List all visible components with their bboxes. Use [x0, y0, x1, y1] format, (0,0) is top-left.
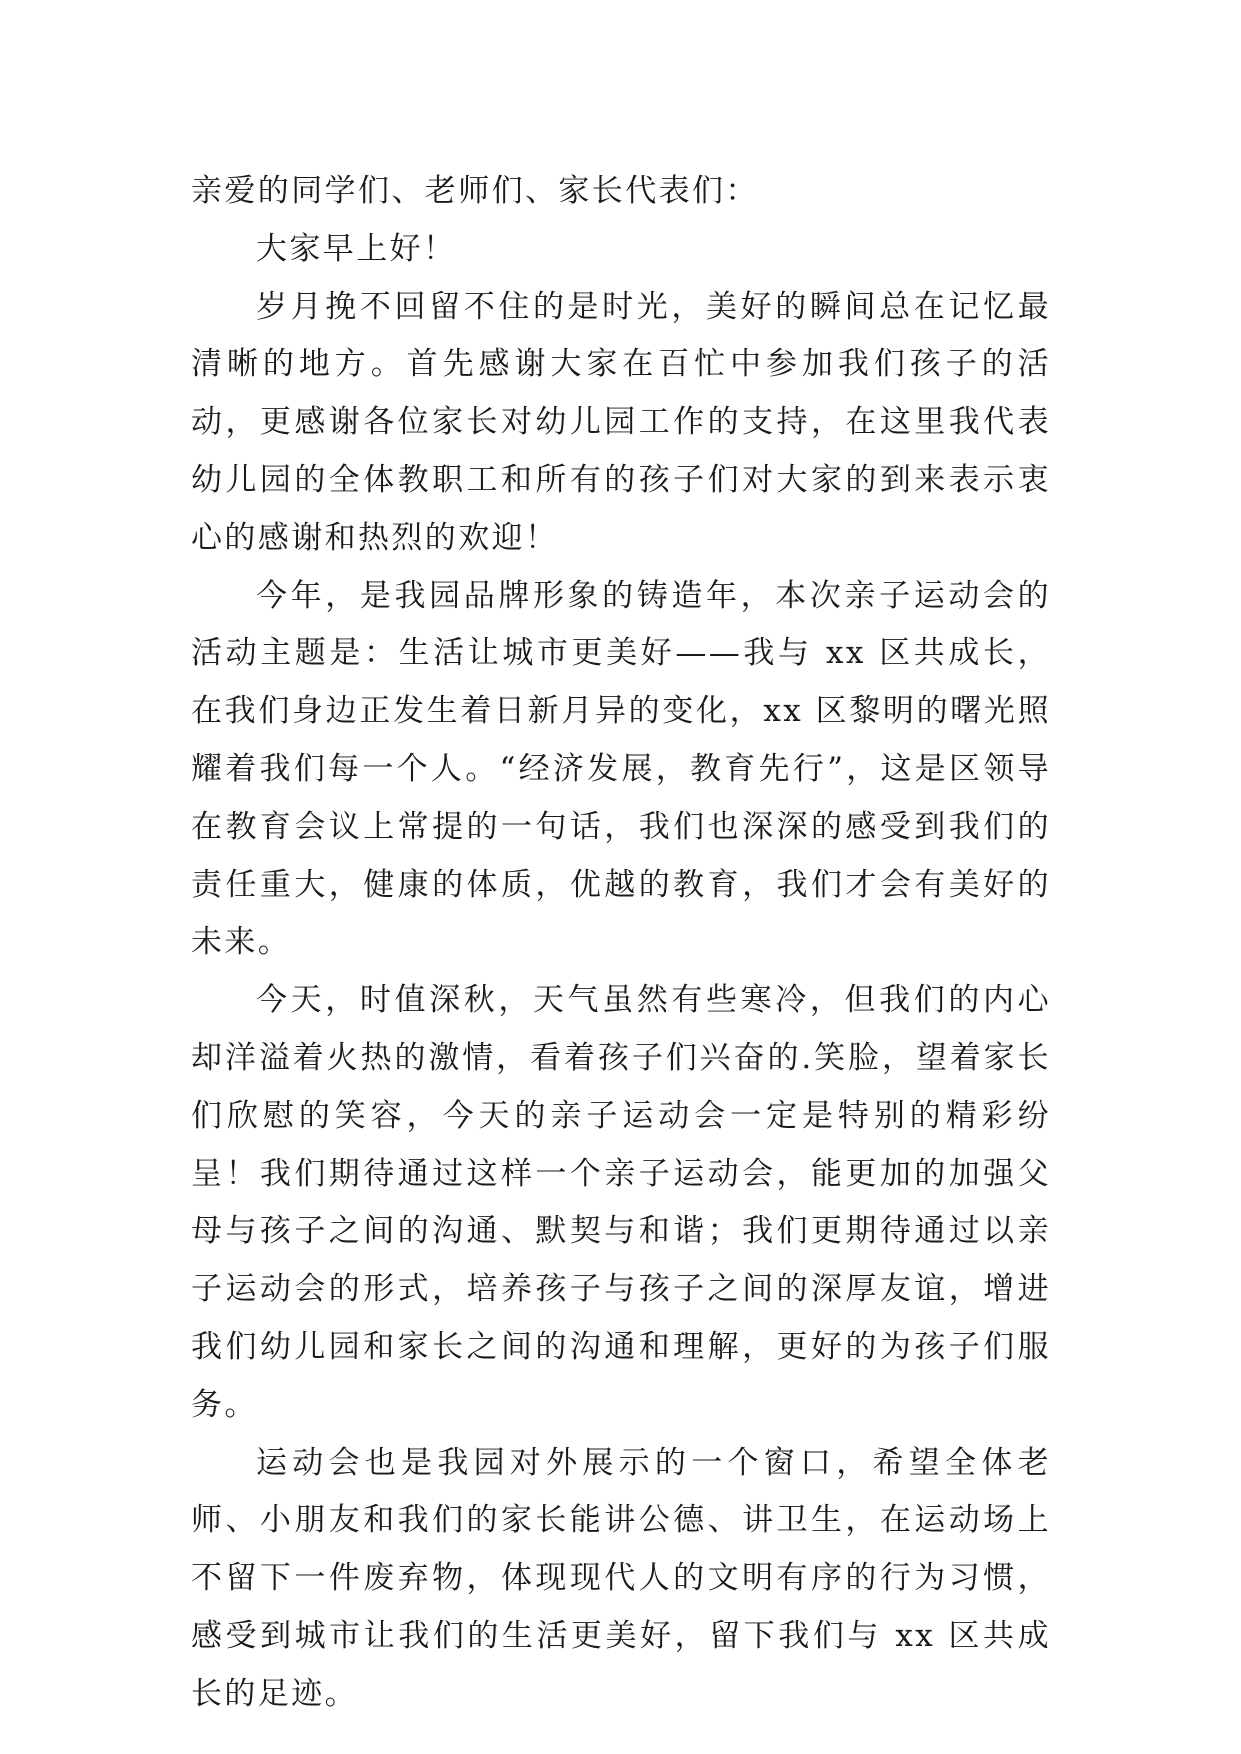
greeting-paragraph: 大家早上好！: [256, 230, 457, 267]
thanks-paragraph: 岁月挽不回留不住的是时光，美好的瞬间总在记忆最清晰的地方。首先感谢大家在百忙中参加我们孩子的活动，更感谢各位家长对幼儿园工作的支持，在这里我代表幼儿园的全体教职工和所有的孩子们对大家的到来表示衷心的感谢和热烈的欢迎！: [191, 288, 1051, 556]
expectation-paragraph: 今天，时值深秋，天气虽然有些寒冷，但我们的内心却洋溢着火热的激情，看着孩子们兴奋的.笑脸，望着家长们欣慰的笑容，今天的亲子运动会一定是特别的精彩纷呈！我们期待通过这样一个亲子运动会，能更加的加强父母与孩子之间的沟通、默契与和谐；我们更期待通过以亲子运动会的形式，培养孩子与孩子之间的深厚友谊，增进我们幼儿园和家长之间的沟通和理解，更好的为孩子们服务。: [191, 982, 1051, 1423]
salutation: 亲爱的同学们、老师们、家长代表们：: [191, 173, 759, 209]
closing-paragraph: 运动会也是我园对外展示的一个窗口，希望全体老师、小朋友和我们的家长能讲公德、讲卫生，在运动场上不留下一件废弃物，体现现代人的文明有序的行为习惯，感受到城市让我们的生活更美好，留下我们与 xx 区共成长的足迹。: [191, 1444, 1051, 1712]
theme-paragraph: 今年，是我园品牌形象的铸造年，本次亲子运动会的活动主题是：生活让城市更美好——我与 xx 区共成长，在我们身边正发生着日新月异的变化，xx 区黎明的曙光照耀着我们每一个人。“经济发展，教育先行”，这是区领导在教育会议上常提的一句话，我们也深深的感受到我们的责任重大，健康的体质，优越的教育，我们才会有美好的未来。: [191, 577, 1051, 961]
speech-body: [191, 163, 1051, 1724]
